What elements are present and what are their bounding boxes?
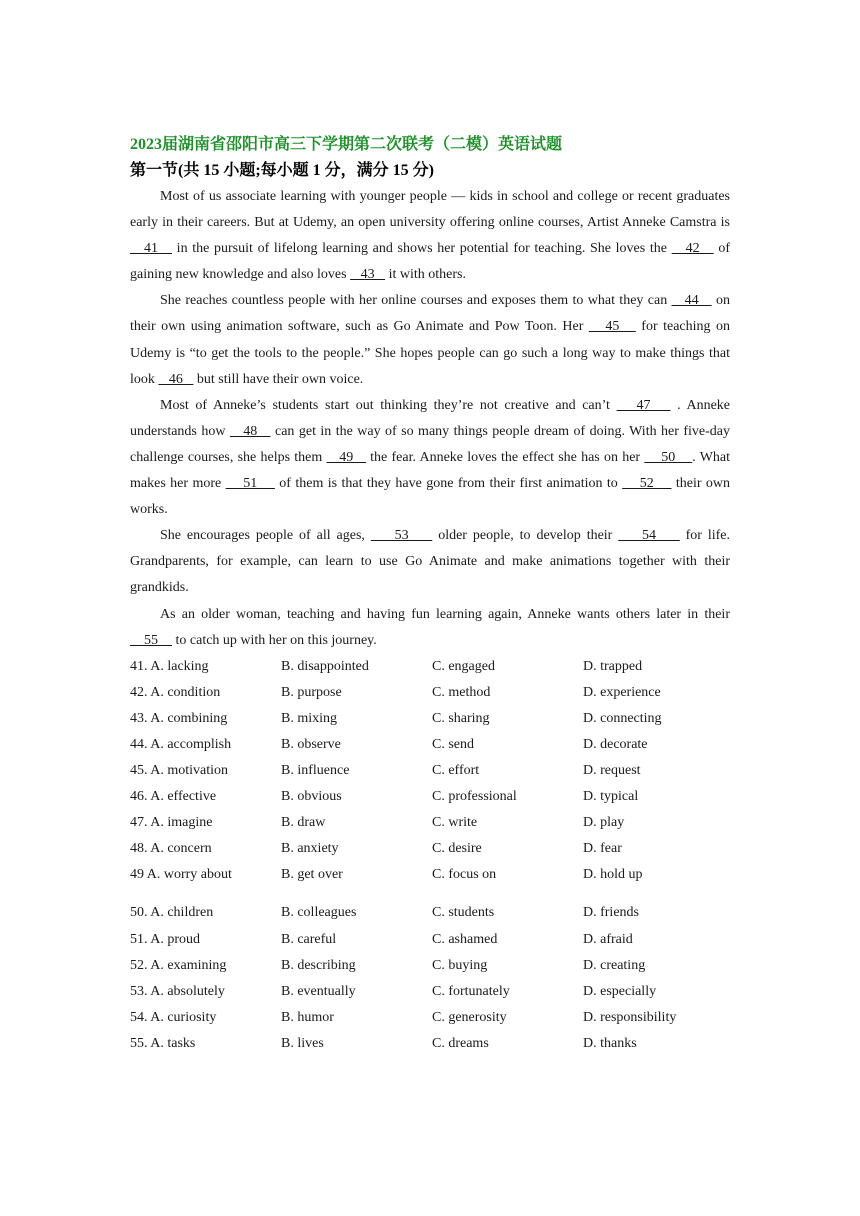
option-a: 55. A. tasks: [130, 1035, 196, 1051]
option-b: B. get over: [281, 867, 343, 883]
answer-blank: 42: [671, 241, 714, 257]
answer-blank: 46: [158, 371, 194, 387]
answer-blank: 47: [616, 397, 671, 413]
option-b: B. draw: [281, 815, 326, 831]
option-c: C. fortunately: [432, 983, 510, 999]
option-b: B. purpose: [281, 684, 342, 700]
option-d: D. thanks: [583, 1035, 637, 1051]
passage-text: to catch up with her on this journey.: [172, 632, 377, 648]
option-row: [130, 862, 730, 900]
option-b: B. mixing: [281, 710, 338, 726]
option-d: D. connecting: [583, 710, 662, 726]
passage-text: As an older woman, teaching and having fun learning again, Anneke wants others later in their: [160, 606, 730, 622]
option-row: [130, 732, 730, 758]
passage-text: in the pursuit of lifelong learning and shows her potential for teaching. She loves the: [172, 241, 672, 257]
answer-blank: 55: [130, 632, 172, 648]
option-d: D. request: [583, 763, 641, 779]
passage-text: their own works.: [130, 476, 731, 518]
answer-blank: 52: [622, 476, 672, 492]
answer-blank: 50: [644, 449, 693, 465]
answer-blank: 51: [225, 476, 275, 492]
answer-blank: 44: [671, 293, 712, 309]
passage-text: of gaining new knowledge and also loves: [130, 241, 731, 283]
option-b: B. describing: [281, 957, 356, 973]
passage-paragraph: [130, 602, 730, 654]
passage-text: it with others.: [385, 267, 466, 283]
option-d: D. responsibility: [583, 1009, 677, 1025]
option-b: B. eventually: [281, 983, 356, 999]
option-c: C. buying: [432, 957, 488, 973]
option-row: [130, 900, 730, 926]
option-row: [130, 927, 730, 953]
passage-text: She encourages people of all ages,: [160, 528, 371, 544]
option-c: C. write: [432, 815, 478, 831]
option-d: D. friends: [583, 905, 639, 921]
option-row: [130, 1031, 730, 1057]
option-a: 48. A. concern: [130, 841, 212, 857]
option-c: C. students: [432, 905, 495, 921]
answer-blank: 41: [130, 241, 173, 257]
option-b: B. careful: [281, 931, 337, 947]
option-a: 45. A. motivation: [130, 763, 228, 779]
option-a: 53. A. absolutely: [130, 983, 225, 999]
passage-text: but still have their own voice.: [193, 371, 364, 387]
option-a: 44. A. accomplish: [130, 736, 232, 752]
passage-text: the fear. Anneke loves the effect she has on her: [365, 449, 645, 465]
option-b: B. obvious: [281, 789, 342, 805]
option-a: 41. A. lacking: [130, 658, 209, 674]
option-d: D. fear: [583, 841, 622, 857]
option-row: [130, 836, 730, 862]
option-c: C. send: [432, 736, 474, 752]
option-d: D. experience: [583, 684, 661, 700]
answer-options: [130, 654, 730, 1057]
option-b: B. influence: [281, 763, 350, 779]
passage-text: for life. Grandparents, for example, can learn to use Go Animate and make animations together with their grandkids.: [130, 528, 731, 596]
option-b: B. observe: [281, 736, 341, 752]
option-a: 49 A. worry about: [130, 867, 232, 883]
option-a: 52. A. examining: [130, 957, 227, 973]
option-c: C. ashamed: [432, 931, 498, 947]
answer-blank: 43: [350, 267, 386, 283]
option-d: D. creating: [583, 957, 646, 973]
answer-blank: 53: [370, 528, 433, 544]
option-row: [130, 810, 730, 836]
option-c: C. dreams: [432, 1035, 489, 1051]
option-b: B. anxiety: [281, 841, 339, 857]
option-a: 47. A. imagine: [130, 815, 213, 831]
option-row: [130, 680, 730, 706]
option-a: 50. A. children: [130, 905, 214, 921]
option-c: C. desire: [432, 841, 482, 857]
option-row: [130, 706, 730, 732]
option-c: C. method: [432, 684, 491, 700]
option-a: 42. A. condition: [130, 684, 221, 700]
option-d: D. play: [583, 815, 625, 831]
answer-blank: 49: [326, 449, 366, 465]
option-row: [130, 1005, 730, 1031]
passage-text: Most of Anneke’s students start out thinking they’re not creative and can’t: [160, 397, 617, 413]
option-c: C. effort: [432, 763, 480, 779]
passage-text: on their own using animation software, such as Go Animate and Pow Toon. Her: [130, 293, 731, 335]
cloze-passage: [130, 184, 730, 654]
option-a: 46. A. effective: [130, 789, 217, 805]
passage-text: of them is that they have gone from their first animation to: [274, 476, 623, 492]
exam-page: [130, 132, 730, 1057]
passage-paragraph: [130, 288, 730, 392]
option-row: [130, 979, 730, 1005]
passage-text: can get in the way of so many things people dream of doing. With her five-day challenge courses, she helps them: [130, 423, 730, 465]
option-c: C. professional: [432, 789, 517, 805]
exam-title: 2023届湖南省邵阳市高三下学期第二次联考（二模）英语试题: [130, 136, 563, 153]
option-row: [130, 654, 730, 680]
option-d: D. trapped: [583, 658, 643, 674]
option-row: [130, 758, 730, 784]
option-row: [130, 784, 730, 810]
option-a: 51. A. proud: [130, 931, 200, 947]
option-c: C. focus on: [432, 867, 497, 883]
option-c: C. generosity: [432, 1009, 507, 1025]
option-b: B. disappointed: [281, 658, 369, 674]
section-heading: 第一节(共 15 小题;每小题 1 分，满分 15 分): [130, 162, 434, 179]
option-c: C. sharing: [432, 710, 490, 726]
passage-paragraph: [130, 184, 730, 288]
option-b: B. colleagues: [281, 905, 357, 921]
option-b: B. humor: [281, 1009, 334, 1025]
answer-blank: 45: [588, 319, 636, 335]
option-d: D. decorate: [583, 736, 648, 752]
option-d: D. afraid: [583, 931, 633, 947]
option-c: C. engaged: [432, 658, 495, 674]
option-a: 43. A. combining: [130, 710, 228, 726]
passage-text: older people, to develop their: [432, 528, 619, 544]
option-d: D. especially: [583, 983, 657, 999]
passage-text: Most of us associate learning with younger people — kids in school and college or recent graduates early in their careers. But at Udemy, an open university offering online courses, Artist Anneke Camstra is: [130, 189, 730, 231]
passage-text: She reaches countless people with her online courses and exposes them to what they can: [160, 293, 672, 309]
passage-paragraph: [130, 523, 730, 601]
passage-text: . Anneke understands how: [130, 397, 731, 439]
option-a: 54. A. curiosity: [130, 1009, 217, 1025]
passage-text: for teaching on Udemy is “to get the tools to the people.” She hopes people can go such a long way to make things that look: [130, 319, 731, 387]
passage-text: . What makes her more: [130, 449, 731, 492]
option-row: [130, 953, 730, 979]
option-d: D. typical: [583, 789, 639, 805]
passage-paragraph: [130, 393, 730, 523]
answer-blank: 48: [229, 423, 271, 439]
option-d: D. hold up: [583, 867, 643, 883]
option-b: B. lives: [281, 1035, 324, 1051]
answer-blank: 54: [618, 528, 680, 544]
